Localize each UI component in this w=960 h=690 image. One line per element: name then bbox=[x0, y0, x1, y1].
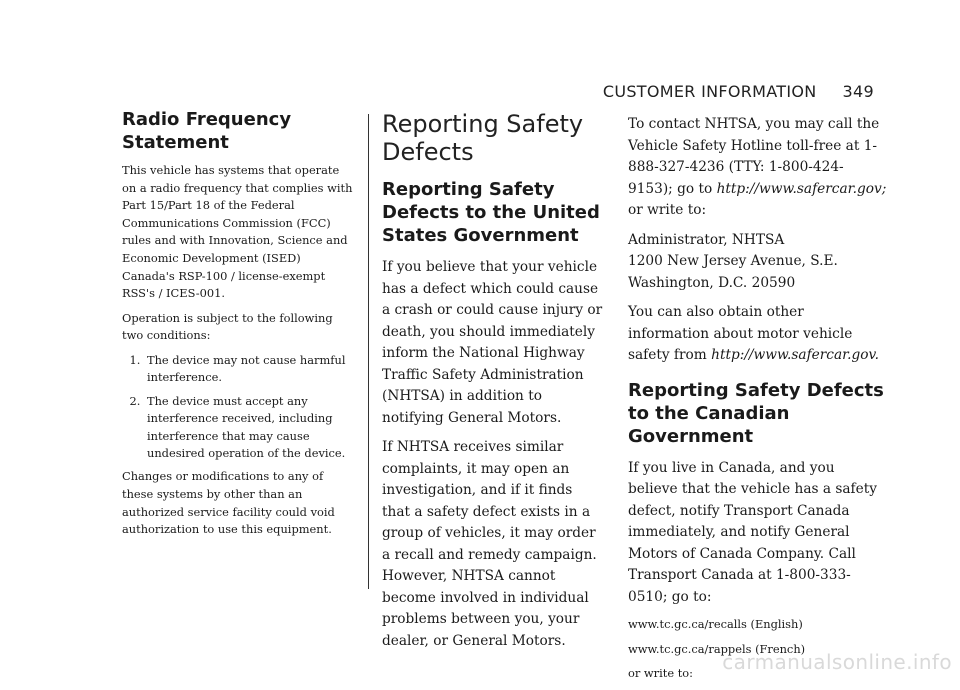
us-government-heading: Reporting Safety Defects to the United States Government bbox=[382, 179, 600, 246]
column-reporting-us bbox=[382, 110, 604, 660]
paragraph: Operation is subject to the following two conditions: bbox=[122, 310, 333, 343]
radio-frequency-heading bbox=[122, 108, 354, 154]
column-radio-frequency bbox=[122, 108, 354, 546]
list-item: 1. The device may not cause harmful interference. bbox=[144, 352, 354, 387]
watermark: carmanualsonline.info bbox=[722, 650, 952, 674]
running-header bbox=[603, 82, 874, 101]
paragraph bbox=[628, 302, 888, 367]
chapter-title bbox=[382, 110, 604, 166]
list-item: 2. The device must accept any interference received, including interference that may cause undesired operation of the device. bbox=[144, 393, 354, 463]
paragraph: Changes or modifications to any of these systems by other than an authorized service facility could void authorization to use this equipment. bbox=[122, 469, 335, 537]
section-title: CUSTOMER INFORMATION bbox=[602, 82, 817, 101]
address-line: Administrator, NHTSA bbox=[628, 231, 785, 248]
info-text: You can also obtain other information about motor vehicle safety from bbox=[628, 304, 853, 363]
heading-line: Statement bbox=[122, 132, 229, 153]
address-line: Washington, D.C. 20590 bbox=[628, 274, 796, 291]
tc-link-french[interactable]: www.tc.gc.ca/rappels (French) bbox=[628, 641, 806, 656]
paragraph: This vehicle has systems that operate on a radio frequency that complies with Part 15/Part 18 of the Federal Communications Commission (FCC) rules and with Innovation, Science and Economic Development (ISED) Canada's RSP-100 / license-exempt RSS's / ICES-001. bbox=[122, 163, 353, 301]
heading-line: Radio Frequency bbox=[122, 109, 292, 130]
tc-link-english[interactable]: www.tc.gc.ca/recalls (English) bbox=[628, 617, 803, 631]
contact-text-end: or write to: bbox=[628, 202, 707, 218]
paragraph: If you believe that your vehicle has a defect which could cause a crash or could cause injury or death, you should immediately inform the National Highway Traffic Safety Administration (NHTSA) in addition to notifying General Motors. bbox=[382, 259, 603, 426]
nhtsa-address bbox=[628, 230, 888, 295]
contact-text: To contact NHTSA, you may call the Vehicle Safety Hotline toll-free at 1-888-327-4236 (TTY: 1-800-424-9153); go to bbox=[628, 116, 880, 197]
column-divider bbox=[368, 114, 369, 589]
paragraph: If you live in Canada, and you believe that the vehicle has a safety defect, notify Transport Canada immediately, and notify General Motors of Canada Company. Call Transport Canada at 1-800-333-0510; go to: bbox=[628, 459, 877, 605]
paragraph bbox=[628, 114, 888, 222]
write-to-text: or write to: bbox=[628, 666, 693, 680]
conditions-list bbox=[122, 352, 354, 462]
paragraph: If NHTSA receives similar complaints, it may open an investigation, and if it finds that a safety defect exists in a group of vehicles, it may order a recall and remedy campaign. However, NHTSA cannot become involved in individual problems between you, your dealer, or General Motors. bbox=[382, 439, 597, 649]
chapter-title-line: Reporting Safety bbox=[382, 110, 584, 138]
address-line: 1200 New Jersey Avenue, S.E. bbox=[628, 253, 838, 269]
safercar-link[interactable]: http://www.safercar.gov; bbox=[716, 180, 887, 197]
canadian-government-heading: Reporting Safety Defects to the Canadian Government bbox=[628, 379, 884, 447]
chapter-title-line: Defects bbox=[382, 138, 474, 166]
column-contact bbox=[628, 114, 888, 690]
page-number: 349 bbox=[842, 82, 874, 101]
safercar-link[interactable]: http://www.safercar.gov. bbox=[711, 347, 879, 363]
